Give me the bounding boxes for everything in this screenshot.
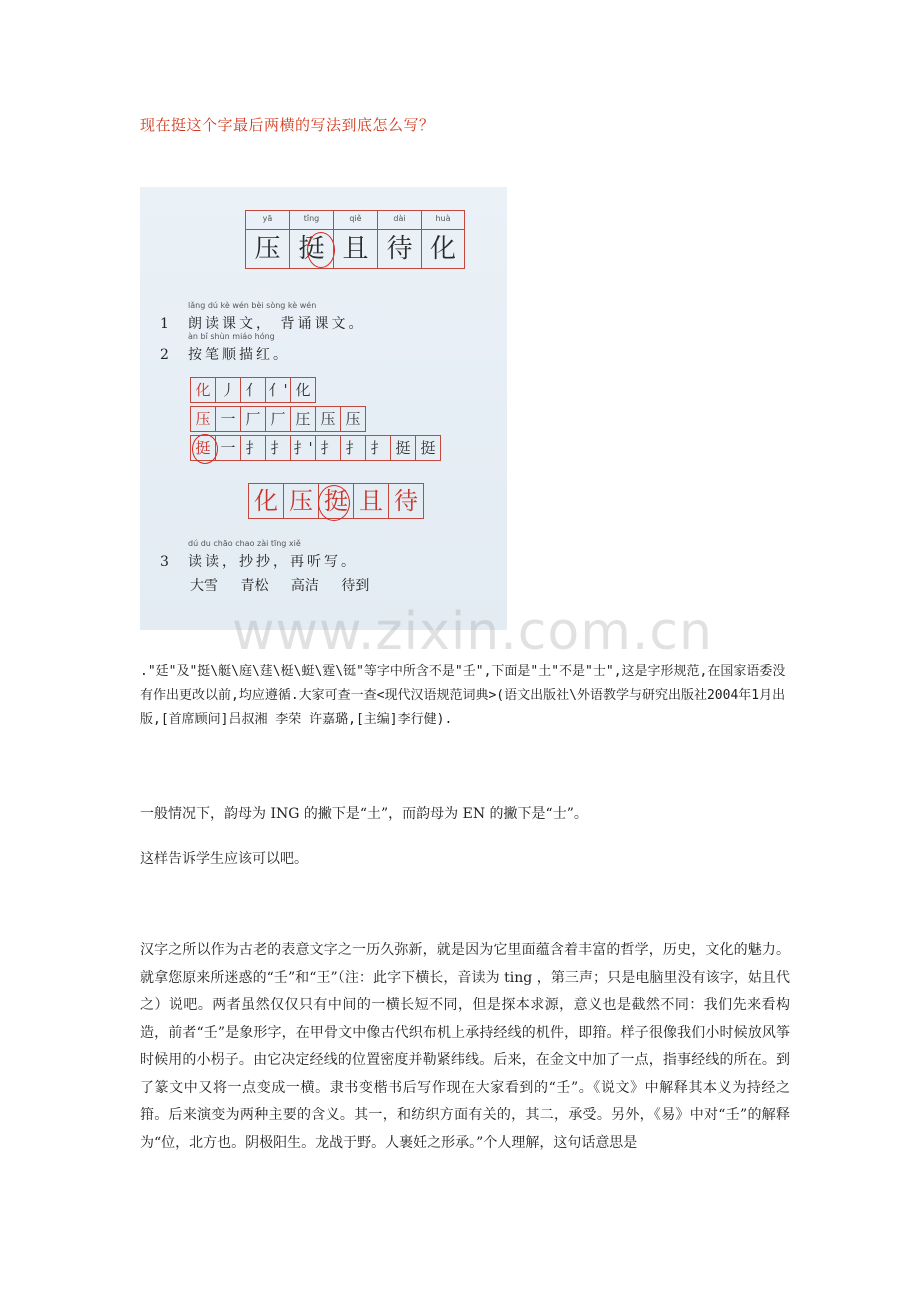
paragraph-4: 汉字之所以作为古老的表意文字之一历久弥新，就是因为它里面蕴含着丰富的哲学，历史，文化的魅力。就拿您原来所迷惑的“壬”和“王”（注：此字下横长，音读为 ting ，第三声；只是电脑里没有该字，姑且代之）说吧。两者虽然仅仅只有中间的一横长短不同，但是探本求源，意义也是截然不同：我们先来看构造，前者“壬”是象形字，在甲骨文中像古代织布机上承持经线的机件，即箝。样子很像我们小时候放风筝时候用的小枴子。由它决定经线的位置密度并勒紧纬线。后来，在金文中加了一点，指事经线的所在。到了篆文中又将一点变成一横。隶书变楷书后写作现在大家看到的“壬”。《说文》中解释其本义为持经之箝。后来演变为两种主要的含义。其一，和纺织方面有关的，其二，承受。另外，《易》中对“壬”的解释为“位，北方也。阴极阳生。龙战于野。人裹妊之形承。”个人理解，这句话意思是 bbox=[140, 942, 790, 1151]
vocab-cell bbox=[333, 210, 377, 269]
textbook-photo bbox=[140, 187, 507, 630]
exercise-3 bbox=[160, 539, 358, 571]
pinyin: dài bbox=[377, 210, 421, 229]
character: 挺 bbox=[289, 229, 333, 269]
stroke-cell: 圧 bbox=[290, 406, 315, 432]
character: 化 bbox=[421, 229, 465, 269]
stroke-cell: 挺 bbox=[415, 435, 441, 461]
stroke-cell: 挺 bbox=[190, 435, 215, 461]
page-title: 现在挺这个字最后两横的写法到底怎么写？ bbox=[140, 116, 435, 134]
stroke-cell: 厂 bbox=[265, 406, 290, 432]
stroke-cell: 扌 bbox=[365, 435, 390, 461]
stroke-cell: 亻 bbox=[240, 377, 265, 403]
paragraph-2: 一般情况下，韵母为 ING 的撇下是“土”，而韵母为 EN 的撇下是“士”。 bbox=[140, 806, 588, 822]
vocab-cell bbox=[377, 210, 421, 269]
vocab-cell bbox=[421, 210, 465, 269]
stroke-cell: 扌 bbox=[240, 435, 265, 461]
stroke-cell: 扌 bbox=[315, 435, 340, 461]
pinyin: qiě bbox=[333, 210, 377, 229]
character: 压 bbox=[245, 229, 289, 269]
stroke-cell: 扌 bbox=[265, 435, 290, 461]
pinyin: tǐng bbox=[289, 210, 333, 229]
paragraph-1: ."廷"及"挺\艇\庭\莛\梃\蜓\霆\铤"等字中所含不是"壬",下面是"土"不是"士",这是字形规范,在国家语委没有作出更改以前,均应遵循.大家可查一查<现代汉语规范词典>(语文出版社\外语教学与研究出版社2004年1月出版,[首席顾问]吕叔湘 李荣 许嘉璐,[主编]李行健). bbox=[140, 664, 786, 727]
stroke-cell: 一 bbox=[215, 435, 240, 461]
exercise-2 bbox=[160, 332, 290, 364]
stroke-cell: 扌 bbox=[340, 435, 365, 461]
practice-cell: 待 bbox=[388, 483, 424, 519]
character: 待 bbox=[377, 229, 421, 269]
vocab-cell bbox=[245, 210, 289, 269]
stroke-cell: 亻' bbox=[265, 377, 290, 403]
stroke-cell: 化 bbox=[190, 377, 215, 403]
red-circle-mark bbox=[307, 232, 335, 268]
exercise-number: 3 bbox=[160, 554, 169, 570]
exercise-number: 2 bbox=[160, 347, 169, 363]
exercise-text: 读读，抄抄，再听写。 bbox=[188, 554, 358, 570]
vocab-table bbox=[245, 210, 465, 269]
practice-cell: 压 bbox=[283, 483, 318, 519]
practice-cell: 且 bbox=[353, 483, 388, 519]
vocab-cell bbox=[289, 210, 333, 269]
stroke-cell: 压 bbox=[190, 406, 215, 432]
stroke-cell: 压 bbox=[340, 406, 366, 432]
exercise-1 bbox=[160, 301, 366, 333]
stroke-cell: 挺 bbox=[390, 435, 415, 461]
exercise-text: 朗读课文， 背诵课文。 bbox=[188, 316, 366, 332]
pinyin-line: lǎng dú kè wén bèi sòng kè wén bbox=[188, 301, 317, 310]
word-list: 大雪 青松 高洁 待到 bbox=[190, 578, 370, 594]
character: 且 bbox=[333, 229, 377, 269]
exercise-number: 1 bbox=[160, 316, 169, 332]
stroke-cell: 厂 bbox=[240, 406, 265, 432]
red-circle-mark bbox=[192, 434, 218, 464]
stroke-cell: 一 bbox=[215, 406, 240, 432]
practice-cell: 挺 bbox=[318, 483, 353, 519]
pinyin: huà bbox=[421, 210, 465, 229]
stroke-order-row bbox=[190, 406, 366, 432]
stroke-cell: 扌' bbox=[290, 435, 315, 461]
stroke-order-row bbox=[190, 377, 316, 403]
practice-cell: 化 bbox=[248, 483, 283, 519]
stroke-cell: 压 bbox=[315, 406, 340, 432]
stroke-cell: 丿 bbox=[215, 377, 240, 403]
pinyin-line: àn bǐ shùn miáo hóng bbox=[188, 332, 275, 341]
pinyin: yā bbox=[245, 210, 289, 229]
pinyin-line: dú du chāo chao zài tīng xiě bbox=[188, 539, 301, 548]
stroke-cell: 化 bbox=[290, 377, 316, 403]
watermark: www.zixin.com.cn bbox=[232, 602, 713, 662]
exercise-text: 按笔顺描红。 bbox=[188, 347, 290, 363]
stroke-order-row bbox=[190, 435, 441, 461]
red-circle-mark bbox=[318, 485, 350, 521]
paragraph-3: 这样告诉学生应该可以吧。 bbox=[140, 851, 308, 867]
